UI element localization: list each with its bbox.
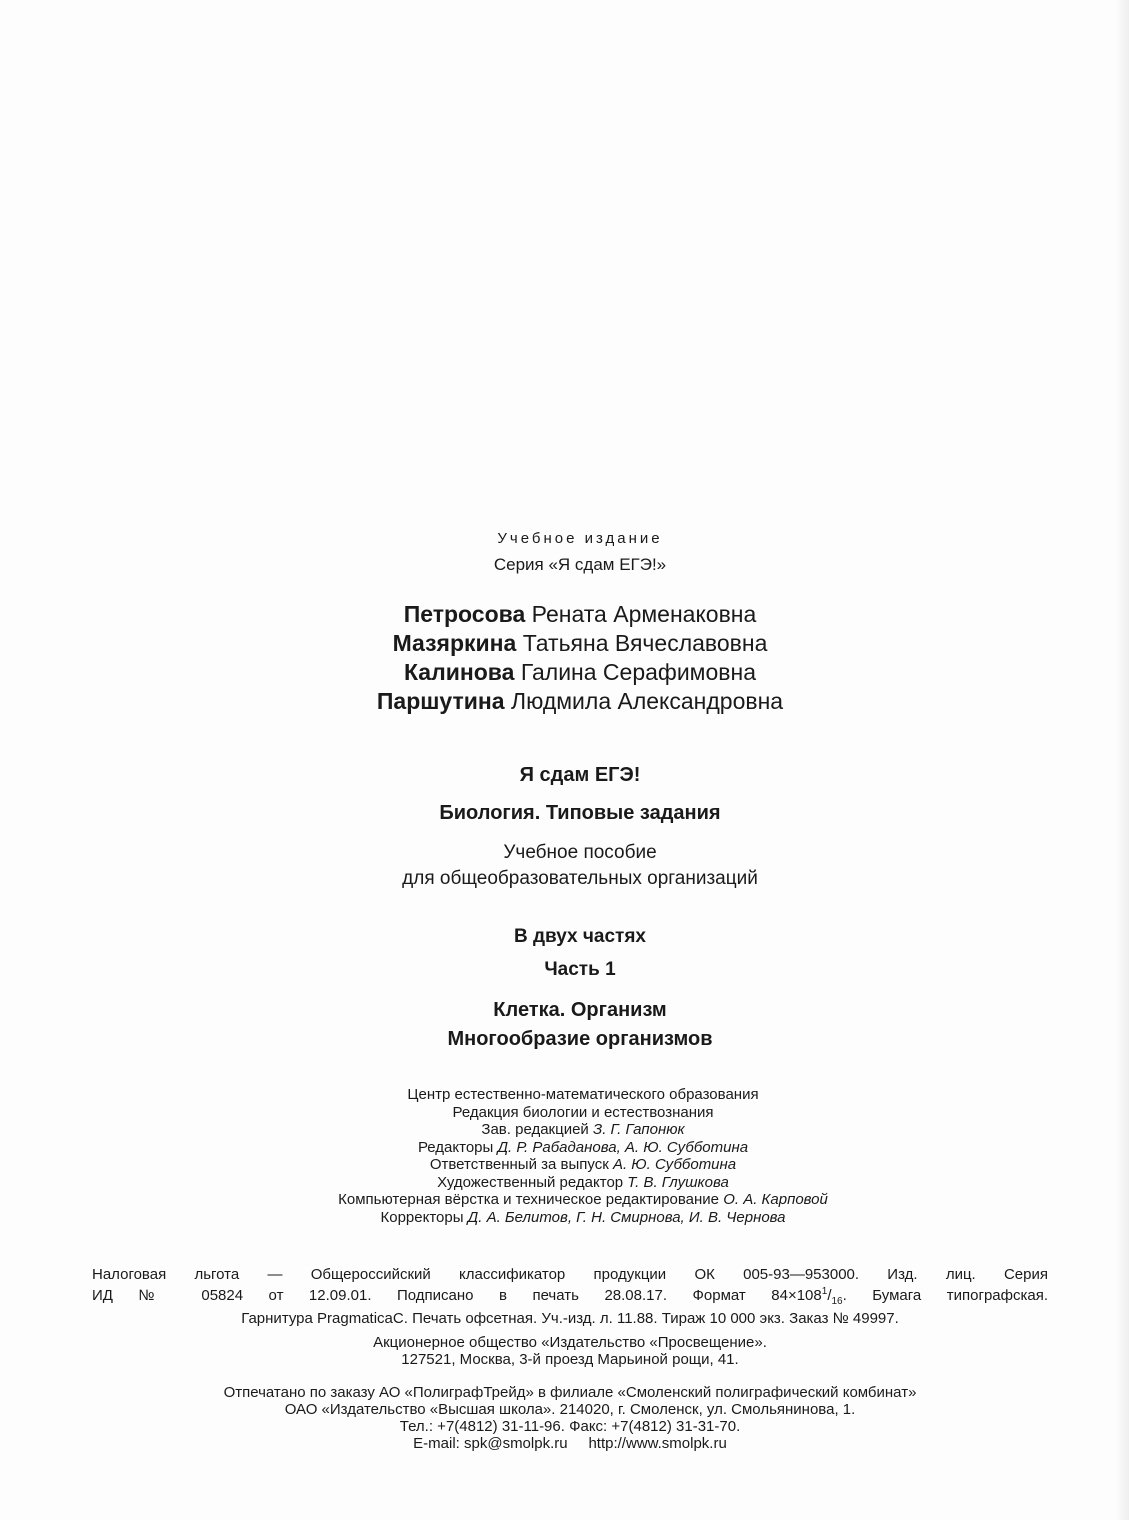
- topic-line-2: Многообразие организмов: [447, 1028, 713, 1050]
- author-3: [0, 658, 1129, 687]
- printer-line-3: Тел.: +7(4812) 31-11-96. Факс: +7(4812) 31-31-70.: [399, 1418, 741, 1435]
- credit-line: Художественный редактор Т. В. Глушкова: [437, 1173, 729, 1191]
- book-kind: Учебное пособие: [503, 842, 657, 863]
- printer-line-1: Отпечатано по заказу АО «ПолиграфТрейд» в филиале «Смоленский полиграфический комбинат»: [223, 1384, 917, 1401]
- author-surname: Калинова: [403, 659, 515, 685]
- publisher-address: 127521, Москва, 3-й проезд Марьиной рощи, 41.: [401, 1351, 739, 1368]
- publisher-block: [92, 1334, 1048, 1368]
- book-title: Я сдам ЕГЭ!: [519, 764, 641, 786]
- credit-line: Ответственный за выпуск А. Ю. Субботина: [429, 1156, 737, 1173]
- credit-line: Редакция биологии и естествознания: [452, 1103, 714, 1121]
- book-kind-block: [0, 840, 1129, 892]
- credit-line: Зав. редакцией З. Г. Гапонюк: [481, 1121, 685, 1138]
- author-2: [0, 629, 1129, 658]
- book-subtitle: Биология. Типовые задания: [439, 802, 721, 824]
- print-run-line: Гарнитура PragmaticaC. Печать офсетная. Уч.-изд. л. 11.88. Тираж 10 000 экз. Заказ № 49997.: [241, 1310, 899, 1327]
- author-given-name: Рената Арменаковна: [531, 601, 757, 627]
- legal-block: [92, 1266, 1048, 1327]
- author-1: [0, 600, 1129, 629]
- parts-total: В двух частях: [513, 926, 647, 947]
- publisher-name: Акционерное общество «Издательство «Просвещение».: [373, 1334, 767, 1351]
- series-name: Серия «Я сдам ЕГЭ!»: [493, 555, 667, 574]
- author-given-name: Галина Серафимовна: [520, 659, 756, 685]
- author-surname: Мазяркина: [392, 630, 517, 656]
- edition-type: Учебное издание: [497, 530, 663, 547]
- author-given-name: Татьяна Вячеславовна: [522, 630, 768, 656]
- topic-line-1: Клетка. Организм: [493, 999, 667, 1021]
- credit-line: Редакторы Д. Р. Рабаданова, А. Ю. Субботина: [417, 1138, 749, 1156]
- author-4: [0, 687, 1129, 716]
- book-title-block: [0, 756, 1129, 832]
- parts-block: [0, 920, 1129, 986]
- book-audience: для общеобразовательных организаций: [402, 868, 758, 889]
- author-surname: Петросова: [403, 601, 526, 627]
- authors-list: [0, 600, 1129, 716]
- credit-line: Корректоры Д. А. Белитов, Г. Н. Смирнова, И. В. Чернова: [380, 1208, 786, 1226]
- printer-line-2: ОАО «Издательство «Высшая школа». 214020, г. Смоленск, ул. Смольянинова, 1.: [284, 1401, 856, 1418]
- author-given-name: Людмила Александровна: [510, 688, 784, 714]
- credits-block: [0, 1086, 1129, 1226]
- tax-info-line: Налоговая льгота — Общероссийский классификатор продукции ОК 005-93—953000. Изд. лиц. Серия: [92, 1266, 1048, 1283]
- printer-url: http://www.smolpk.ru: [588, 1435, 727, 1452]
- printer-email: E-mail: spk@smolpk.ru: [413, 1435, 568, 1452]
- printer-block: [92, 1384, 1048, 1452]
- edition-header: [0, 530, 1129, 575]
- author-surname: Паршутина: [376, 688, 505, 714]
- license-format-line: ИД № 05824 от 12.09.01. Подписано в печать 28.08.17. Формат $84\times 108^1/_{16}$. Бумага типографская.: [92, 1286, 1048, 1307]
- credit-line: Центр естественно-математического образования: [407, 1086, 759, 1103]
- printer-contacts: [92, 1435, 1048, 1452]
- topic-block: [0, 996, 1129, 1054]
- credit-line: Компьютерная вёрстка и техническое редактирование О. А. Карповой: [338, 1191, 828, 1208]
- part-number: Часть 1: [544, 959, 616, 980]
